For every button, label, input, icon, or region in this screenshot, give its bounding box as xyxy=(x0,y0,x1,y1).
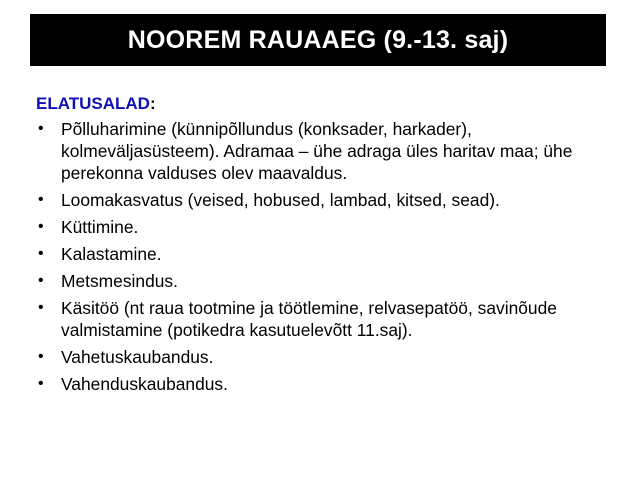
list-item xyxy=(36,189,616,211)
bullet-icon: • xyxy=(38,348,44,365)
section-heading-label: ELATUSALAD xyxy=(36,94,150,113)
list-item xyxy=(36,270,616,292)
bullet-icon: • xyxy=(38,272,44,289)
bullet-icon: • xyxy=(38,120,44,137)
list-item xyxy=(36,216,616,238)
section-heading-colon: : xyxy=(149,94,156,113)
list-item xyxy=(36,346,616,368)
list-item xyxy=(36,243,616,265)
list-item-text: Küttimine. xyxy=(61,217,139,237)
bullet-icon: • xyxy=(38,299,44,316)
list-item xyxy=(36,297,616,341)
slide-content xyxy=(36,92,616,400)
list-item-text: Kalastamine. xyxy=(61,244,162,264)
bullet-icon: • xyxy=(38,375,44,392)
bullet-icon: • xyxy=(38,245,44,262)
list-item-text: Loomakasvatus (veised, hobused, lambad, kitsed, sead). xyxy=(61,190,500,210)
list-item xyxy=(36,118,616,184)
slide-title: NOOREM RAUAAEG (9.-13. saj) xyxy=(127,25,509,54)
title-bar xyxy=(30,14,606,66)
list-item-text: Metsmesindus. xyxy=(61,271,178,291)
bullet-icon: • xyxy=(38,191,44,208)
list-item xyxy=(36,373,616,395)
bullet-list xyxy=(36,118,616,395)
bullet-icon: • xyxy=(38,218,44,235)
list-item-text: Vahenduskaubandus. xyxy=(61,374,228,394)
list-item-text: Põlluharimine (künnipõllundus (konksader, harkader), kolmeväljasüsteem). Adramaa – ühe adraga üles haritav maa; ühe perekonna valduses olev maavaldus. xyxy=(61,119,573,183)
section-heading xyxy=(36,92,616,115)
list-item-text: Käsitöö (nt raua tootmine ja töötlemine, relvasepatöö, savinõude valmistamine (potikedra kasutuelevõtt 11.saj). xyxy=(61,298,557,340)
list-item-text: Vahetuskaubandus. xyxy=(61,347,214,367)
